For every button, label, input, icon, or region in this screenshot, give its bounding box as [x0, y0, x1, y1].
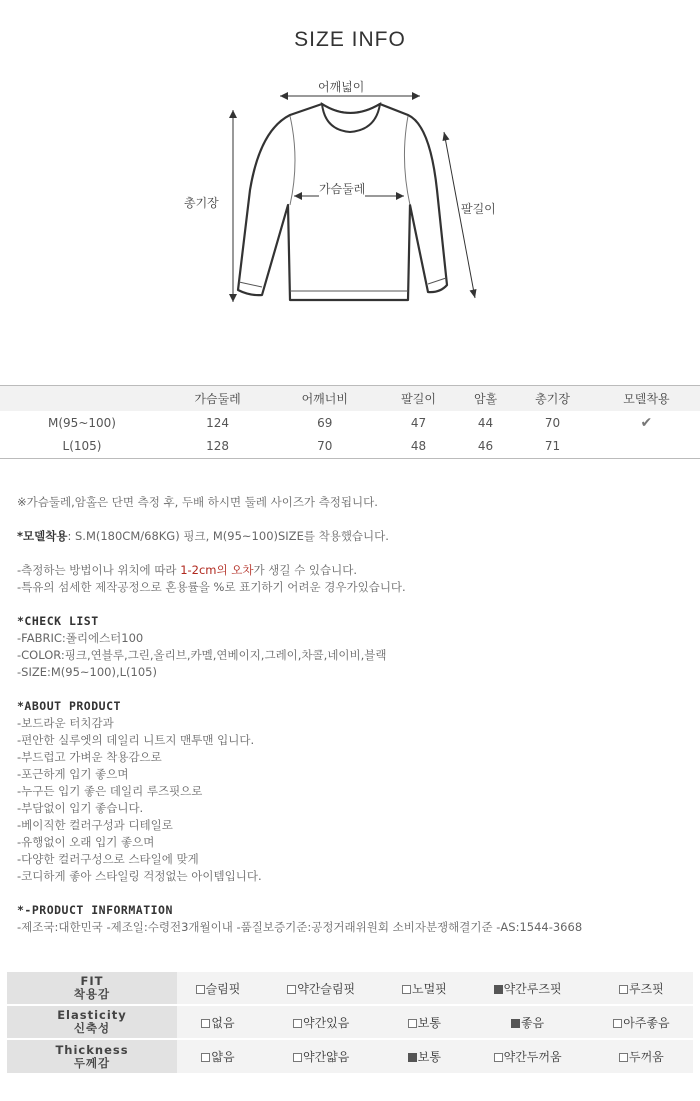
elasticity-option: [465, 1005, 589, 1039]
checkbox-icon: [201, 1053, 210, 1062]
model-note: [17, 528, 687, 545]
fit-option: [590, 971, 693, 1005]
size-table: [0, 385, 700, 459]
checkbox-icon: [408, 1019, 417, 1028]
list-item: -코디하게 좋아 스타일링 걱정없는 아이템입니다.: [17, 869, 262, 883]
option-label: 약간루즈핏: [503, 981, 562, 996]
fit-row: [7, 971, 693, 1005]
list-item: -COLOR:핑크,연블루,그린,올리브,카멜,연베이지,그레이,차콜,네이비,블랙: [17, 648, 387, 662]
about-product-title: *ABOUT PRODUCT: [17, 699, 121, 713]
size-name: L(105): [0, 435, 164, 459]
row-title-en: FIT: [80, 974, 104, 988]
list-item: -부드럽고 가벼운 착용감으로: [17, 750, 162, 764]
product-notes: [17, 494, 687, 936]
header-cell: 모델착용: [623, 391, 670, 406]
row-title-ko: 신축성: [73, 1021, 111, 1035]
option-label: 보통: [417, 1015, 441, 1030]
elasticity-option: [259, 1005, 383, 1039]
error-prefix: -측정하는 방법이나 위치에 따라: [17, 563, 181, 577]
fit-row-header: [7, 971, 177, 1005]
table-cell: 69: [317, 415, 333, 430]
thickness-option: [177, 1039, 259, 1073]
thickness-option: [465, 1039, 589, 1073]
fit-option: [259, 971, 383, 1005]
page-title: SIZE INFO: [294, 28, 406, 51]
header-cell: 총기장: [535, 391, 570, 406]
list-item: -유행없이 오래 입기 좋으며: [17, 835, 155, 849]
fabric-note: -특유의 섬세한 제작공정으로 혼용률을 %로 표기하기 어려운 경우가있습니다.: [17, 580, 406, 594]
thickness-row-header: [7, 1039, 177, 1073]
total-length-label: 총기장: [184, 196, 219, 210]
measure-note: ※가슴둘레,암홀은 단면 측정 후, 두배 하시면 둘레 사이즈가 측정됩니다.: [17, 495, 378, 509]
table-cell: 46: [459, 435, 513, 459]
size-diagram: [0, 70, 700, 320]
table-cell: 44: [477, 415, 494, 430]
thickness-option: [383, 1039, 465, 1073]
table-cell: 128: [164, 435, 271, 459]
list-item: -베이직한 컬러구성과 디테일로: [17, 818, 173, 832]
table-cell: 70: [271, 435, 378, 459]
checkbox-icon: [293, 1019, 302, 1028]
list-item: -보드라운 터치감과: [17, 716, 114, 730]
model-label: *모델착용: [17, 529, 68, 543]
list-item: -FABRIC:폴리에스터100: [17, 631, 144, 645]
shoulder-label: 어깨넓이: [318, 80, 365, 94]
option-label: 얇음: [211, 1050, 235, 1064]
checkbox-checked-icon: [511, 1019, 520, 1028]
header-cell: 가슴둘레: [194, 391, 241, 406]
elasticity-option: [383, 1005, 465, 1039]
checkbox-icon: [201, 1019, 210, 1028]
chest-label: 가슴둘레: [319, 182, 366, 196]
option-label: 없음: [211, 1015, 235, 1030]
product-information-title: *-PRODUCT INFORMATION: [17, 903, 173, 917]
row-title-en: Elasticity: [57, 1008, 127, 1022]
option-label: 보통: [417, 1050, 441, 1064]
list-item: -누구든 입기 좋은 데일리 루즈핏으로: [17, 784, 203, 798]
size-name: M(95~100): [48, 415, 116, 430]
option-label: 두꺼움: [629, 1050, 664, 1064]
checkbox-icon: [494, 1053, 503, 1062]
checkbox-icon: [293, 1053, 302, 1062]
thickness-option: [590, 1039, 693, 1073]
list-item: -부담없이 입기 좋습니다.: [17, 801, 144, 815]
list-item: -편안한 실루엣의 데일리 니트지 맨투맨 입니다.: [17, 733, 255, 747]
error-note: [17, 562, 687, 579]
header-cell: [0, 386, 164, 411]
table-cell: 70: [544, 415, 561, 430]
table-cell: 48: [378, 435, 458, 459]
error-suffix: 가 생길 수 있습니다.: [253, 563, 357, 577]
option-label: 슬림핏: [205, 981, 241, 996]
fit-table: [7, 970, 693, 1073]
elasticity-row-header: [7, 1005, 177, 1039]
elasticity-option: [590, 1005, 693, 1039]
size-table-header: [0, 386, 700, 411]
checkbox-icon: [619, 985, 628, 994]
elasticity-row: [7, 1005, 693, 1039]
option-label: 아주좋음: [623, 1015, 670, 1030]
thickness-option: [259, 1039, 383, 1073]
product-information-text: -제조국:대한민국 -제조일:수령전3개월이내 -품질보증기준:공정거래위원회 소비자분쟁해결기준 -AS:1544-3668: [17, 920, 583, 934]
row-title-ko: 착용감: [73, 987, 111, 1001]
thickness-row: [7, 1039, 693, 1073]
elasticity-option: [177, 1005, 259, 1039]
checkbox-checked-icon: [494, 985, 503, 994]
model-text: : S.M(180CM/68KG) 핑크, M(95~100)SIZE를 착용했습니다.: [67, 529, 389, 543]
fit-option: [465, 971, 589, 1005]
header-cell: 암홀: [473, 391, 498, 406]
option-label: 루즈핏: [629, 981, 664, 996]
check-list-title: *CHECK LIST: [17, 614, 99, 628]
row-title-ko: 두께감: [73, 1055, 111, 1070]
table-cell: 71: [512, 435, 592, 459]
checkbox-icon: [613, 1019, 622, 1028]
row-title-en: Thickness: [55, 1042, 129, 1057]
checkbox-checked-icon: [408, 1053, 417, 1062]
header-cell: 어깨너비: [301, 391, 348, 406]
option-label: 약간있음: [302, 1015, 350, 1030]
option-label: 좋음: [520, 1015, 545, 1030]
option-label: 약간슬림핏: [297, 981, 356, 996]
list-item: -다양한 컬러구성으로 스타일에 맞게: [17, 852, 199, 866]
fit-option: [177, 971, 259, 1005]
sleeve-label: 팔길이: [461, 202, 496, 216]
checkbox-icon: [619, 1053, 628, 1062]
model-cell: [593, 435, 700, 459]
checkbox-icon: [196, 985, 205, 994]
table-cell: 124: [206, 415, 230, 430]
option-label: 노멀핏: [411, 981, 447, 996]
list-item: -포근하게 입기 좋으며: [17, 767, 129, 781]
table-cell: 47: [410, 415, 427, 430]
option-label: 약간얇음: [302, 1050, 350, 1064]
header-cell: 팔길이: [401, 391, 436, 406]
error-highlight: 1-2cm의 오차: [180, 563, 254, 577]
checkbox-icon: [402, 985, 411, 994]
fit-option: [383, 971, 465, 1005]
table-row: [0, 411, 700, 435]
list-item: -SIZE:M(95~100),L(105): [17, 665, 157, 679]
checkbox-icon: [287, 985, 296, 994]
option-label: 약간두꺼움: [503, 1050, 562, 1064]
checkmark-icon: ✔: [640, 414, 653, 431]
table-row: [0, 435, 700, 459]
